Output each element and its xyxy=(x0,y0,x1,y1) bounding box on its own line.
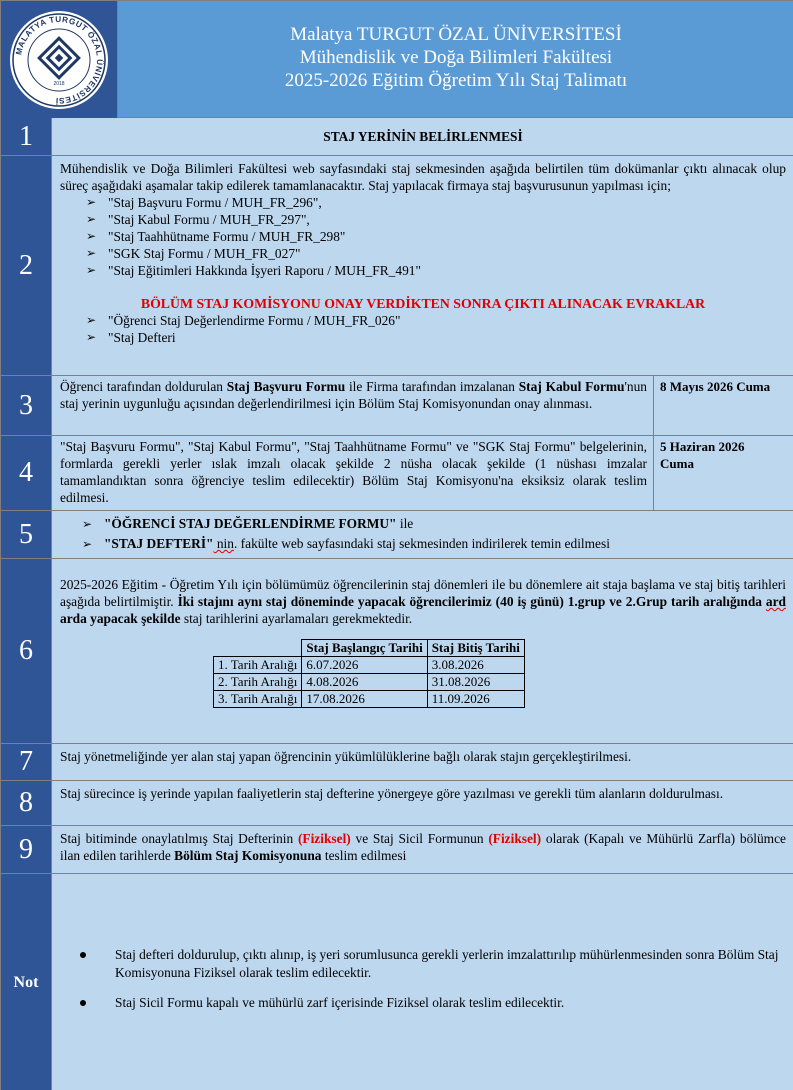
step-row-8 xyxy=(1,781,793,826)
section-title: STAJ YERİNİN BELİRLENMESİ xyxy=(52,118,793,155)
list-item: Staj Sicil Formu kapalı ve mühürlü zarf içerisinde Fiziksel olarak teslim edilecektir. xyxy=(80,994,786,1012)
table-header-cell xyxy=(214,640,302,657)
step-row-3 xyxy=(1,376,793,436)
step-number: 1 xyxy=(1,118,52,155)
after-approval-heading: BÖLÜM STAJ KOMİSYONU ONAY VERDİKTEN SONRA ÇIKTI ALINACAK EVRAKLAR xyxy=(140,296,706,311)
table-cell: 3. Tarih Aralığı xyxy=(214,691,302,708)
header-titles xyxy=(118,23,793,92)
list-item: ➢ "Staj Defteri xyxy=(86,329,786,346)
note-row xyxy=(1,874,793,1090)
step-number: 7 xyxy=(1,744,52,780)
table-cell: 3.08.2026 xyxy=(427,657,524,674)
university-seal-icon xyxy=(8,9,110,111)
step-description: Staj yönetmeliğinde yer alan staj yapan öğrencinin yükümlülüklerine bağlı olarak stajın gerçekleştirilmesi. xyxy=(52,744,793,780)
deadline-date: 8 Mayıs 2026 Cuma xyxy=(653,376,793,435)
step-content xyxy=(52,559,793,743)
table-cell: 31.08.2026 xyxy=(427,674,524,691)
step-row-6 xyxy=(1,559,793,744)
step-row-5 xyxy=(1,511,793,559)
list-item: ➢ "SGK Staj Formu / MUH_FR_027" xyxy=(86,245,786,262)
step-description: 2025-2026 Eğitim - Öğretim Yılı için bölümümüz öğrencilerinin staj dönemleri ile bu dönemlere ait staja başlama ve staj bitiş tarihleri aşağıda belirtilmiştir. İki stajını aynı staj döneminde yapacak öğrencilerimiz (40 iş günü) 1.grup ve 2.Grup tarih aralığında ard arda yapacak şekilde staj tarihlerini ayarlamaları gerekmektedir. xyxy=(60,577,786,626)
university-logo xyxy=(1,1,118,118)
step-intro: Mühendislik ve Doğa Bilimleri Fakültesi web sayfasındaki staj sekmesinden aşağıda belirtilen tüm dokümanlar çıktı alınacak olup süreç aşağıdaki aşamalar takip edilerek tamamlanacaktır. Staj yapılacak firmaya staj başvurusunun yapılması için; xyxy=(60,161,786,193)
table-cell: 2. Tarih Aralığı xyxy=(214,674,302,691)
note-content xyxy=(52,874,793,1090)
table-cell: 11.09.2026 xyxy=(427,691,524,708)
step-description: Staj bitiminde onaylatılmış Staj Defterinin (Fiziksel) ve Staj Sicil Formunun (Fiziksel) olarak (Kapalı ve Mühürlü Zarfla) bölümce ilan edilen tarihlerde Bölüm Staj Komisyonuna teslim edilmesi xyxy=(52,826,793,873)
step-number: 3 xyxy=(1,376,52,435)
download-items-list xyxy=(60,514,786,554)
faculty-name: Mühendislik ve Doğa Bilimleri Fakültesi xyxy=(299,47,613,68)
document-header xyxy=(1,1,793,118)
list-item: ➢ "Staj Kabul Formu / MUH_FR_297", xyxy=(86,211,786,228)
step-content xyxy=(52,436,793,510)
note-label: Not xyxy=(1,874,52,1090)
step-content xyxy=(52,156,793,375)
list-item: ➢ "Staj Taahhütname Formu / MUH_FR_298" xyxy=(86,228,786,245)
step-row-4 xyxy=(1,436,793,511)
table-row xyxy=(214,674,525,691)
table-header-row xyxy=(214,640,525,657)
step-description: Staj sürecince iş yerinde yapılan faaliyetlerin staj defterine yönergeye göre yazılması ve gerekli tüm alanların doldurulması. xyxy=(52,781,793,825)
step-description: Öğrenci tarafından doldurulan Staj Başvuru Formu ile Firma tarafından imzalanan Staj Kabul Formu'nun staj yerinin uygunluğu açısından değerlendirilmesi için Bölüm Staj Komisyonundan onay alınması. xyxy=(60,379,647,411)
deadline-date: 5 Haziran 2026 Cuma xyxy=(653,436,793,510)
step-row-9 xyxy=(1,826,793,874)
university-name: Malatya TURGUT ÖZAL ÜNİVERSİTESİ xyxy=(290,24,622,45)
table-header-cell: Staj Başlangıç Tarihi xyxy=(302,640,427,657)
list-item: ➢ "Staj Eğitimleri Hakkında İşyeri Raporu / MUH_FR_491" xyxy=(86,262,786,279)
step-number: 4 xyxy=(1,436,52,510)
step-number: 5 xyxy=(1,511,52,558)
table-row xyxy=(214,691,525,708)
list-item: ➢ "ÖĞRENCİ STAJ DEĞERLENDİRME FORMU" ile xyxy=(82,514,786,534)
list-item: ➢ "Öğrenci Staj Değerlendirme Formu / MUH_FR_026" xyxy=(86,312,786,329)
after-approval-list xyxy=(60,312,786,346)
table-cell: 1. Tarih Aralığı xyxy=(214,657,302,674)
list-item: ➢ "Staj Başvuru Formu / MUH_FR_296", xyxy=(86,194,786,211)
step-row-1 xyxy=(1,118,793,156)
svg-text:MALATYA TURGUT ÖZAL ÜNİVERSİTE: MALATYA TURGUT ÖZAL ÜNİVERSİTESİ xyxy=(14,14,105,105)
step-number: 9 xyxy=(1,826,52,873)
table-cell: 4.08.2026 xyxy=(302,674,427,691)
step-content xyxy=(52,511,793,558)
document-title: 2025-2026 Eğitim Öğretim Yılı Staj Talimatı xyxy=(284,70,628,91)
table-cell: 6.07.2026 xyxy=(302,657,427,674)
step-content xyxy=(52,376,793,435)
step-description: "Staj Başvuru Formu", "Staj Kabul Formu", "Staj Taahhütname Formu" ve "SGK Staj Formu" belgelerinin, formlarda gerekli yerler ıslak imzalı olacak şekilde 2 nüsha olacak şekilde (1 nüshası imzalar tamamlandıktan sonra öğrenciye teslim edilecektir) Bölüm Staj Komisyonu'na eksiksiz olarak teslim edilmesi. xyxy=(60,439,647,505)
internship-dates-table xyxy=(213,639,525,708)
step-row-7 xyxy=(1,744,793,781)
table-row xyxy=(214,657,525,674)
step-number: 8 xyxy=(1,781,52,825)
svg-text:2018: 2018 xyxy=(53,80,65,87)
step-number: 6 xyxy=(1,559,52,743)
list-item: ➢ "STAJ DEFTERİ" nin. fakülte web sayfasındaki staj sekmesinden indirilerek temin edilmesi xyxy=(82,534,786,554)
note-list xyxy=(60,946,786,1012)
required-forms-list xyxy=(60,194,786,279)
list-item: Staj defteri doldurulup, çıktı alınıp, iş yeri sorumlusunca gerekli yerlerin imzalattırılıp mühürlenmesinden sonra Bölüm Staj Komisyonuna Fiziksel olarak teslim edilecektir. xyxy=(80,946,786,982)
table-cell: 17.08.2026 xyxy=(302,691,427,708)
step-number: 2 xyxy=(1,156,52,375)
table-header-cell: Staj Bitiş Tarihi xyxy=(427,640,524,657)
step-row-2 xyxy=(1,156,793,376)
